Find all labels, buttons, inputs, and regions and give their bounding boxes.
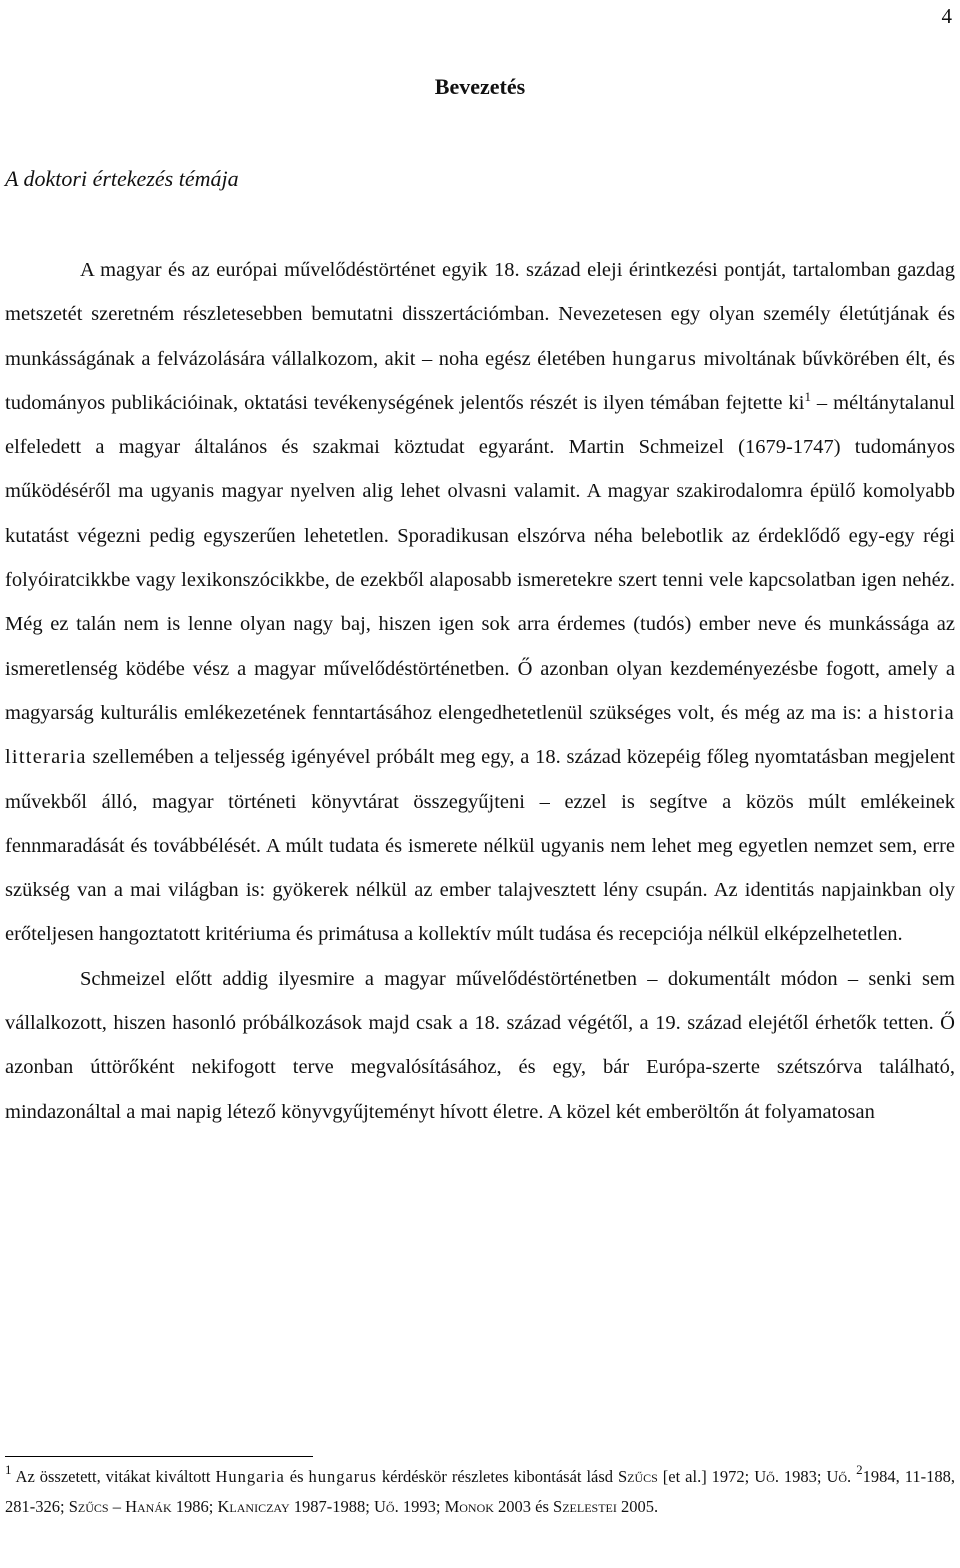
author-uo-3: Uő <box>374 1497 395 1516</box>
paragraph-1 <box>5 248 955 957</box>
section-subtitle: A doktori értekezés témája <box>5 166 239 191</box>
page-title: Bevezetés <box>434 74 526 99</box>
author-szucs-1: Szűcs <box>617 1467 658 1486</box>
term-historia-litteraria: historia litteraria <box>5 701 955 769</box>
footnote-2-part-a: 1984, 11-188, 281-326; <box>5 1467 955 1516</box>
footnote-1-part-f: . <box>847 1467 857 1486</box>
footnotes <box>5 1462 955 1522</box>
paragraph-2: Schmeizel előtt addig ilyesmire a magyar művelődéstörténetben – dokumentált módon – senki sem vállalkozott, hiszen hasonló próbálkozások majd csak a 18. század végétől, a 19. század elejétől érhetők tetten. Ő azonban úttörőként nekifogott terve megvalósításához, és egy, bár Európa-szerte szétszórva található, mindazonáltal a mai napig létező könyvgyűjteményt hívott életre. A közel két emberöltőn át folyamatosan <box>5 967 955 1123</box>
author-hanak: Hanák <box>125 1497 172 1516</box>
footnote-ref-1[interactable]: 1 <box>804 388 811 404</box>
paragraph-1-part-4: szellemében a teljesség igényével próbált meg egy, a 18. század közepéig főleg nyomtatásban megjelent művekből álló, magyar történeti könyvtárat összegyűjteni – ezzel is segítve a közös múlt emlékeinek fennmaradását és továbbélését. A múlt tudata és ismerete nélkül ugyanis nem lehet meg egyetlen nemzet sem, erre szükség van a mai világban is: gyökerek nélkül az ember talajvesztett lény csupán. Az identitás napjainkban oly erőteljesen hangoztatott kritériuma és primátusa a kollektív múlt tudása és recepciója nélkül elképzelhetetlen. <box>5 746 955 946</box>
footnote-1-part-d: [et al.] 1972; <box>657 1467 755 1486</box>
footnote-mark-2: 2 <box>856 1462 863 1477</box>
author-uo-2: Uő <box>826 1467 848 1486</box>
footnote-2-part-d: 1987-1988; <box>289 1497 374 1516</box>
footnote-divider <box>5 1456 313 1457</box>
paragraph-1-part-1: A magyar és az európai művelődéstörténet egyik 18. század eleji érintkezési pontját, tartalomban gazdag metszetét szeretném részletesebben bemutatni disszertációmban. Nevezetesen egy olyan személy életútjának és munkásságának a felvázolására vállalkozom, akit – noha egész életében <box>5 259 955 370</box>
author-uo-1: Uő <box>754 1467 775 1486</box>
footnote-2-part-f: 2003 és <box>493 1497 554 1516</box>
footnote-2-part-g: 2005. <box>616 1497 659 1516</box>
footnote-1-part-c: kérdéskör részletes kibontását lásd <box>376 1467 618 1486</box>
footnote-mark-1: 1 <box>5 1462 12 1477</box>
footnote-1-hungarus: hungarus <box>308 1467 377 1486</box>
footnote-1-part-e: . 1983; <box>774 1467 827 1486</box>
footnote-2-part-c: 1986; <box>171 1497 218 1516</box>
term-hungarus: hungarus <box>612 347 698 370</box>
author-monok: Monok <box>444 1497 494 1516</box>
page-number: 4 <box>941 4 952 28</box>
footnote-1-hungaria: Hungaria <box>215 1467 285 1486</box>
body-text <box>5 248 955 1134</box>
author-klaniczay: Klaniczay <box>217 1497 290 1516</box>
footnote-1-part-a: Az összetett, vitákat kiváltott <box>11 1467 216 1486</box>
footnote-1-part-b: és <box>284 1467 309 1486</box>
footnote-2-part-e: . 1993; <box>394 1497 445 1516</box>
paragraph-1-part-3: – méltánytalanul elfeledett a magyar általános és szakmai köztudat egyaránt. Martin Schmeizel (1679-1747) tudományos működéséről ma ugyanis magyar nyelven alig lehet olvasni valamit. A magyar szakirodalomra épülő komolyabb kutatást végezni pedig egyszerűen lehetetlen. Sporadikusan elszórva néha belebotlik az érdeklődő egy-egy régi folyóiratcikkbe vagy lexikonszócikkbe, de ezekből alaposabb ismeretekre szert tenni vele kapcsolatban igen nehéz. Még ez talán nem is lenne olyan nagy baj, hiszen igen sok arra érdemes (tudós) ember neve és munkássága az ismeretlenség ködébe vész a magyar művelődéstörténetben. Ő azonban olyan kezdeményezésbe fogott, amely a magyarság kulturális emlékezetének fenntartásához elengedhetetlenül szükséges volt, és még az ma is: a <box>5 391 955 724</box>
footnote-2-part-b: – <box>108 1497 126 1516</box>
author-szelestei: Szelestei <box>553 1497 617 1516</box>
author-szucs-2: Szűcs <box>68 1497 109 1516</box>
paragraph-1-part-2: mivoltának bűvkörében élt, és tudományos publikációinak, oktatási tevékenységének jelentős részét is ilyen témában fejtette ki <box>5 347 955 414</box>
